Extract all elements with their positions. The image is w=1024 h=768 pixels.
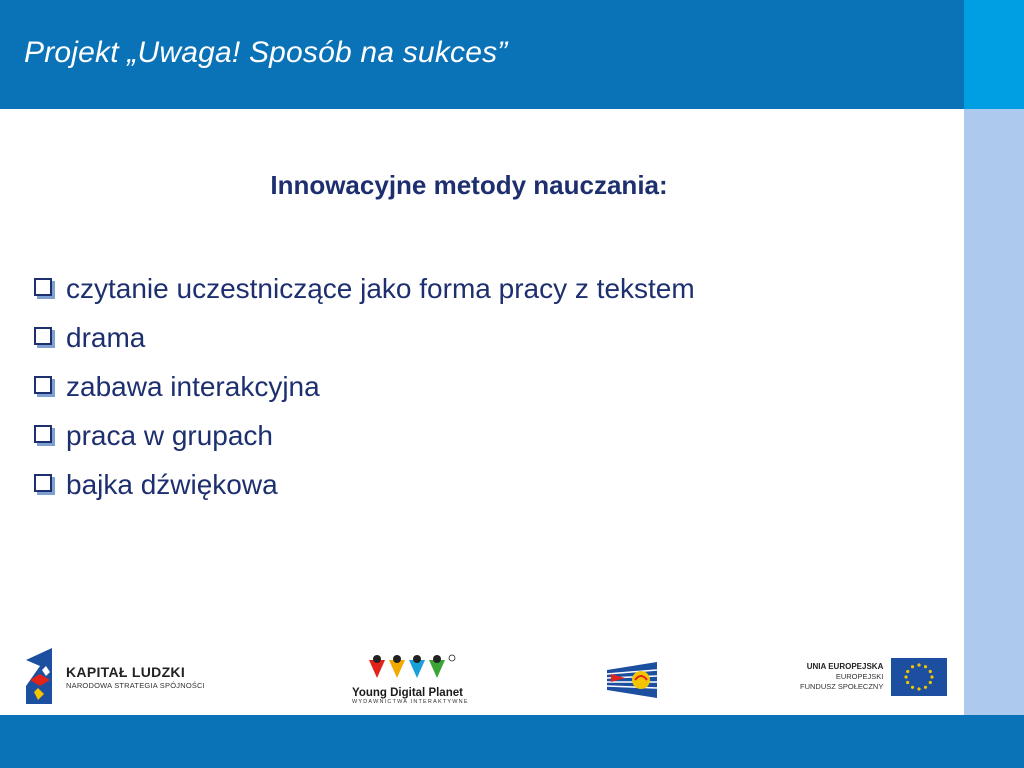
checkbox-bullet-icon bbox=[34, 278, 52, 296]
ue-line3: FUNDUSZ SPOŁECZNY bbox=[800, 682, 884, 691]
bullet-list bbox=[34, 264, 695, 509]
young-digital-planet-logo bbox=[352, 654, 469, 705]
ue-line2: EUROPEJSKI bbox=[835, 672, 884, 681]
eu-flag-icon bbox=[891, 658, 947, 696]
checkbox-bullet-icon bbox=[34, 425, 52, 443]
school-emblem-icon bbox=[605, 660, 659, 700]
header-accent-block bbox=[964, 0, 1024, 109]
list-item-text: zabawa interakcyjna bbox=[66, 370, 320, 402]
checkbox-bullet-icon bbox=[34, 327, 52, 345]
ue-title: UNIA EUROPEJSKA bbox=[806, 662, 884, 671]
side-band bbox=[964, 109, 1024, 715]
list-item bbox=[34, 264, 695, 313]
list-item bbox=[34, 411, 695, 460]
list-item-text: praca w grupach bbox=[66, 419, 274, 451]
list-item-text: bajka dźwiękowa bbox=[66, 468, 278, 500]
list-item-text: drama bbox=[66, 321, 146, 353]
footer-bar bbox=[0, 715, 1024, 768]
kapital-ludzki-logo bbox=[22, 646, 205, 708]
checkbox-bullet-icon bbox=[34, 376, 52, 394]
list-item bbox=[34, 362, 695, 411]
list-item bbox=[34, 313, 695, 362]
kapital-ludzki-icon bbox=[22, 646, 58, 708]
unia-europejska-logo bbox=[800, 658, 947, 696]
content-heading: Innowacyjne metody nauczania: bbox=[270, 170, 668, 200]
kapital-ludzki-subtitle: NARODOWA STRATEGIA SPÓJNOŚCI bbox=[66, 681, 205, 690]
header-bar bbox=[0, 0, 964, 109]
list-item-text: czytanie uczestniczące jako forma pracy z tekstem bbox=[66, 272, 695, 304]
school-emblem-logo bbox=[605, 660, 659, 705]
ydp-subtitle: WYDAWNICTWA INTERAKTYWNE bbox=[352, 699, 469, 705]
slide-title: Projekt „Uwaga! Sposób na sukces” bbox=[24, 36, 508, 69]
kapital-ludzki-title: KAPITAŁ LUDZKI bbox=[66, 664, 186, 680]
list-item bbox=[34, 460, 695, 509]
ydp-name: Young Digital Planet bbox=[352, 687, 463, 699]
ydp-figures-icon bbox=[357, 654, 457, 680]
checkbox-bullet-icon bbox=[34, 474, 52, 492]
logo-strip bbox=[0, 640, 964, 715]
